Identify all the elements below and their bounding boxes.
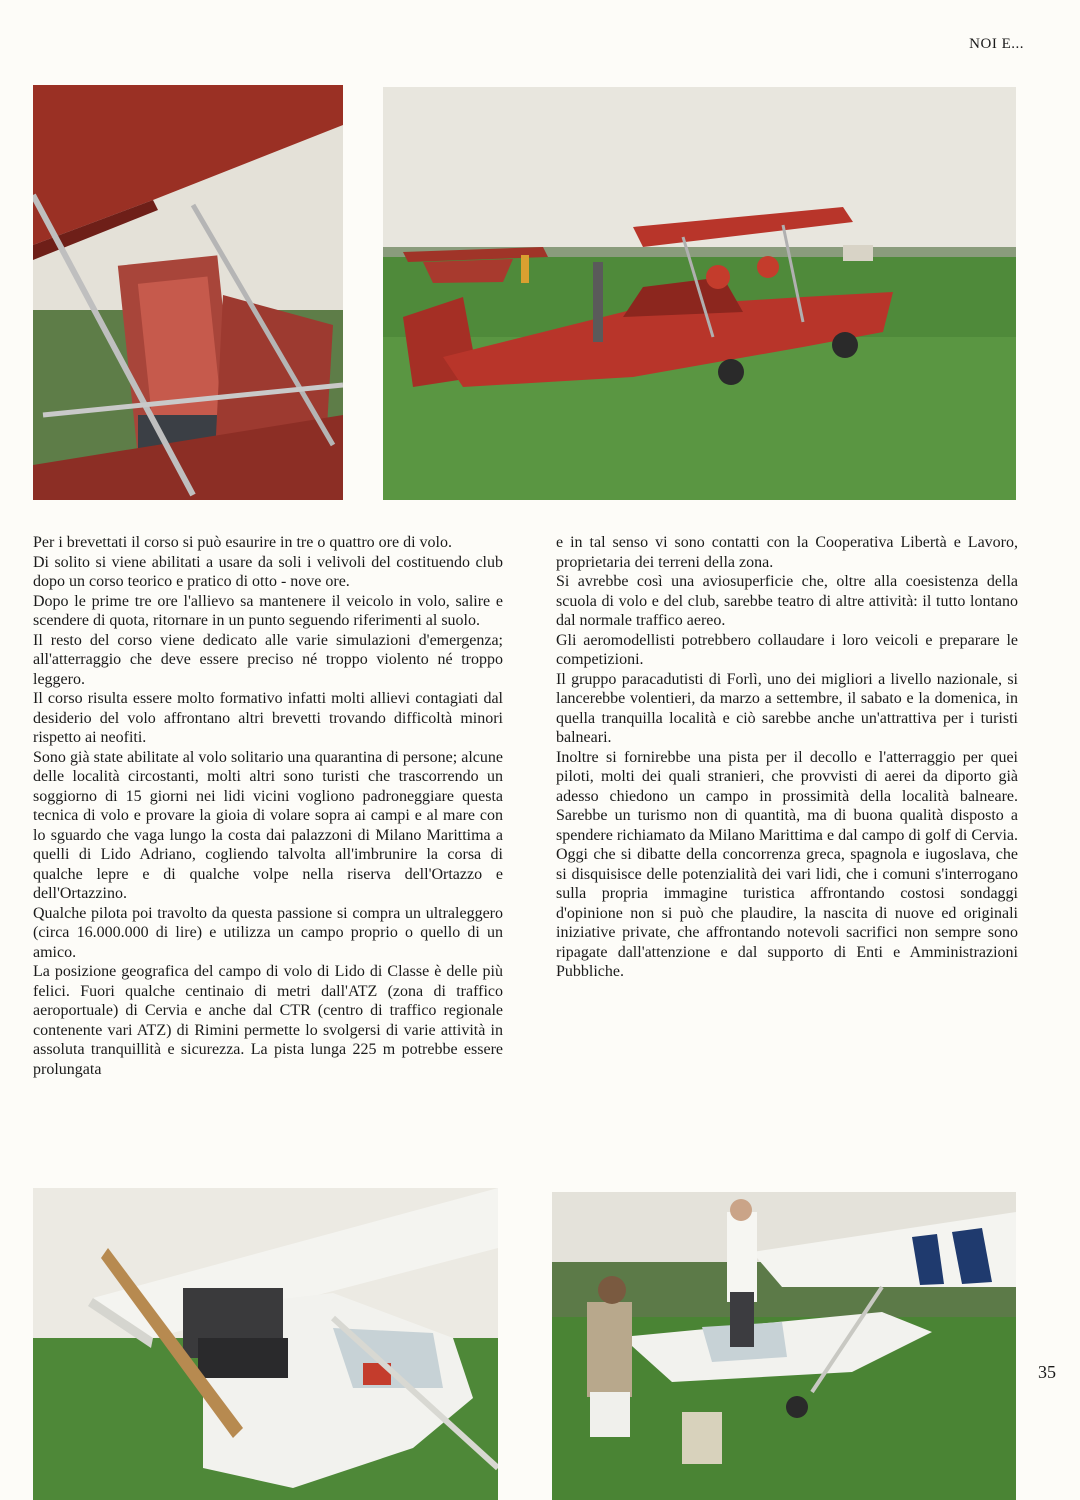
paragraph: Per i brevettati il corso si può esaurire in tre o quattro ore di volo. bbox=[33, 534, 452, 551]
paragraph: Di solito si viene abilitati a usare da soli i velivoli del costituendo club dopo un corso teorico e pratico di otto - nove ore. bbox=[33, 553, 503, 590]
paragraph: Gli aeromodellisti potrebbero collaudare i loro veicoli e preparare le competizioni. bbox=[556, 631, 1018, 668]
running-header: NOI E... bbox=[969, 36, 1024, 52]
paragraph: e in tal senso vi sono contatti con la Cooperativa Libertà e Lavoro, proprietaria dei terreni della zona. bbox=[556, 534, 1018, 571]
paragraph: Inoltre si fornirebbe una pista per il decollo e l'atterraggio per quei piloti, molti dei quali stranieri, che provvisti di aerei da diporto già adesso chiedono un campo in prossimità della località balneare. Sarebbe un turismo non di quantità, ma di buona qualità disposto a spendere richiamato da Milano Marittima e dal campo di golf di Cervia. Oggi che si dibatte della concorrenza greca, spagnola e iugoslava, che si disquisisce delle potenzialità dei vari lidi, che i comuni s'interrogano sulla propria immagine turistica affrontando costosi sondaggi d'opinione non si può che plaudire, la nascita di nuove ed originali iniziative private, che affrontando notevoli sacrifici non sempre sono ripagate dall'attenzione e dal supporto di Enti e Amministrazioni Pubbliche. bbox=[556, 748, 1018, 980]
photo-refueling-ultralight bbox=[552, 1192, 1016, 1500]
paragraph: Qualche pilota poi travolto da questa passione si compra un ultraleggero (circa 16.000.000 di lire) e utilizza un campo proprio o quello di un amico. bbox=[33, 904, 503, 961]
paragraph: Si avrebbe così una aviosuperficie che, oltre alla coesistenza della scuola di volo e del club, sarebbe teatro di altre attività: il tutto lontano dal normale traffico aereo. bbox=[556, 573, 1018, 629]
paragraph: Il resto del corso viene dedicato alle varie simulazioni d'emergenza; all'atterraggio che deve essere preciso né troppo violento né troppo leggero. bbox=[33, 631, 503, 688]
paragraph: Sono già state abilitate al volo solitario una quarantina di persone; alcune delle località circostanti, molti altri sono turisti che trascorrendo un soggiorno di 15 giorni nei lidi vicini vogliono padroneggiare questa tecnica di volo e provare la gioia di volare sopra ai campi e al mare con lo sguardo che vaga lungo la costa dai palazzoni di Milano Marittima a quelli di Lido Adriano, cogliendo talvolta all'imbrunire la corsa di qualche lepre e di qualche volpe nella riserva dell'Ortazzo e dell'Ortazzino. bbox=[33, 748, 503, 902]
paragraph: La posizione geografica del campo di volo di Lido di Classe è delle più felici. Fuori qualche centinaio di metri dall'ATZ (zona di traffico aeroportuale) di Cervia e anche dal CTR (centro di traffico regionale contenente vari ATZ) di Rimini permette lo svolgersi di varie attività in assoluta tranquillità e sicurezza. La pista lunga 225 m potrebbe essere prolungata bbox=[33, 963, 503, 1078]
article-column-left bbox=[33, 533, 503, 1079]
paragraph: Il gruppo paracadutisti di Forlì, uno dei migliori a livello nazionale, si lancerebbe volentieri, da marzo a settembre, il sabato e la domenica, in quella tranquilla località e ciò sarebbe anche un'attrattiva per i turisti balneari. bbox=[556, 670, 1018, 746]
paragraph: Il corso risulta essere molto formativo infatti molti allievi contagiati dal desiderio del volo affrontano altri brevetti trovando difficoltà minori rispetto ai neofiti. bbox=[33, 690, 503, 746]
page-number: 35 bbox=[1038, 1362, 1056, 1382]
paragraph: Dopo le prime tre ore l'allievo sa mantenere il veicolo in volo, salire e scendere di quota, ritornare in un punto seguendo riferimenti al suolo. bbox=[33, 592, 503, 629]
photo-white-ultralight-engine bbox=[33, 1188, 498, 1500]
photo-cockpit-closeup bbox=[33, 85, 343, 500]
photo-red-ultralight-field bbox=[383, 87, 1016, 500]
article-column-right bbox=[556, 533, 1018, 982]
